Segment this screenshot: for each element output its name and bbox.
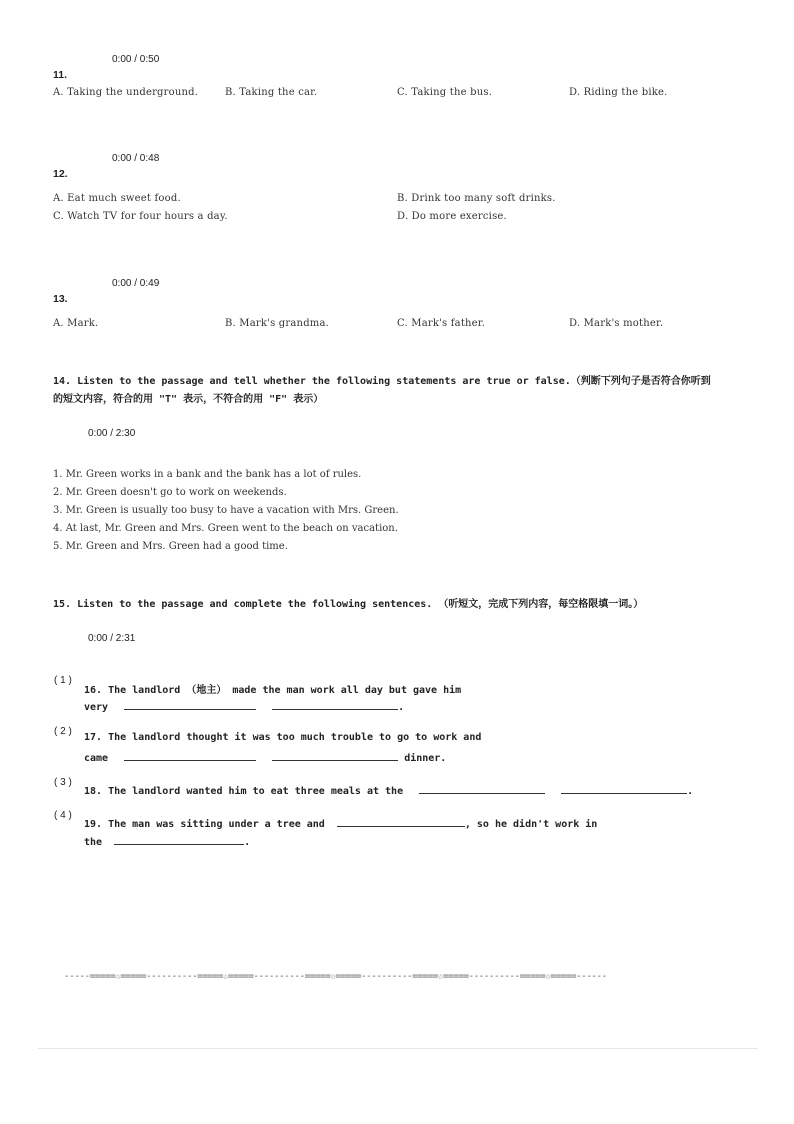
option-12-b: B. Drink too many soft drinks. bbox=[397, 193, 556, 204]
answer-blank-16-2[interactable] bbox=[272, 699, 398, 710]
statement-4: 4. At last, Mr. Green and Mrs. Green went to the beach on vacation. bbox=[53, 523, 398, 534]
fill-item-16-end: . bbox=[398, 702, 405, 713]
option-12-d: D. Do more exercise. bbox=[397, 211, 507, 222]
answer-blank-17-2[interactable] bbox=[272, 750, 398, 761]
fill-item-19-mid: , so he didn't work in bbox=[464, 819, 598, 830]
fill-item-19-line1 bbox=[84, 816, 597, 830]
fill-item-16-line1: 16. The landlord （地主） made the man work all day but gave him bbox=[84, 685, 462, 696]
question-number-11: 11. bbox=[53, 69, 68, 81]
statement-3: 3. Mr. Green is usually too busy to have a vacation with Mrs. Green. bbox=[53, 505, 399, 516]
fill-item-19-line2 bbox=[84, 834, 250, 848]
question-number-12: 12. bbox=[53, 168, 68, 180]
fill-item-19-end: . bbox=[244, 837, 251, 848]
question-14-heading-line1: 14. Listen to the passage and tell whether the following statements are true or false.（判断下列句子是否符合你听到 bbox=[53, 376, 711, 387]
item-index-4: ( 4 ) bbox=[54, 810, 72, 821]
statement-1: 1. Mr. Green works in a bank and the bank has a lot of rules. bbox=[53, 469, 362, 480]
question-15-heading: 15. Listen to the passage and complete the following sentences. （听短文，完成下列内容，每空格限填一词。） bbox=[53, 599, 644, 610]
audio-time-11: 0:00 / 0:50 bbox=[112, 54, 160, 65]
item-index-3: ( 3 ) bbox=[54, 777, 72, 788]
option-11-b: B. Taking the car. bbox=[225, 87, 318, 98]
fill-item-16-line2 bbox=[84, 699, 404, 713]
answer-blank-17-1[interactable] bbox=[124, 750, 256, 761]
audio-time-12: 0:00 / 0:48 bbox=[112, 153, 160, 164]
audio-time-15: 0:00 / 2:31 bbox=[88, 633, 136, 644]
option-13-b: B. Mark's grandma. bbox=[225, 318, 330, 329]
fill-item-18-end: . bbox=[687, 786, 694, 797]
item-index-1: ( 1 ) bbox=[54, 675, 72, 686]
answer-blank-16-1[interactable] bbox=[124, 699, 256, 710]
question-14-heading-line2: 的短文内容，符合的用 "T" 表示，不符合的用 "F" 表示） bbox=[53, 394, 324, 405]
answer-blank-18-2[interactable] bbox=[561, 783, 687, 794]
fill-item-17-line1: 17. The landlord thought it was too much trouble to go to work and bbox=[84, 732, 482, 743]
page-footer-line bbox=[38, 1048, 758, 1049]
audio-time-14: 0:00 / 2:30 bbox=[88, 428, 136, 439]
fill-item-16-prefix: very bbox=[84, 702, 109, 713]
statement-2: 2. Mr. Green doesn't go to work on weekends. bbox=[53, 487, 287, 498]
item-index-2: ( 2 ) bbox=[54, 726, 72, 737]
fill-item-18-text: 18. The landlord wanted him to eat three meals at the bbox=[84, 786, 404, 797]
fill-item-18-line1 bbox=[84, 783, 693, 797]
option-11-d: D. Riding the bike. bbox=[569, 87, 668, 98]
answer-blank-19-2[interactable] bbox=[114, 834, 244, 845]
fill-item-19-prefix: the bbox=[84, 837, 103, 848]
option-11-c: C. Taking the bus. bbox=[397, 87, 493, 98]
fill-item-17-end: dinner. bbox=[404, 753, 447, 764]
fill-item-17-prefix: came bbox=[84, 753, 109, 764]
option-13-a: A. Mark. bbox=[53, 318, 99, 329]
option-11-a: A. Taking the underground. bbox=[53, 87, 199, 98]
option-12-c: C. Watch TV for four hours a day. bbox=[53, 211, 228, 222]
answer-blank-19-1[interactable] bbox=[337, 816, 465, 827]
answer-blank-18-1[interactable] bbox=[419, 783, 545, 794]
section-divider: -----=====☆=====----------=====☆=====----------=====☆=====----------=====☆=====----------=====☆=====------ bbox=[64, 971, 607, 982]
audio-time-13: 0:00 / 0:49 bbox=[112, 278, 160, 289]
fill-item-19-text: 19. The man was sitting under a tree and bbox=[84, 819, 325, 830]
option-12-a: A. Eat much sweet food. bbox=[53, 193, 181, 204]
statement-5: 5. Mr. Green and Mrs. Green had a good time. bbox=[53, 541, 288, 552]
option-13-d: D. Mark's mother. bbox=[569, 318, 664, 329]
fill-item-17-line2 bbox=[84, 750, 446, 764]
question-number-13: 13. bbox=[53, 293, 68, 305]
option-13-c: C. Mark's father. bbox=[397, 318, 486, 329]
